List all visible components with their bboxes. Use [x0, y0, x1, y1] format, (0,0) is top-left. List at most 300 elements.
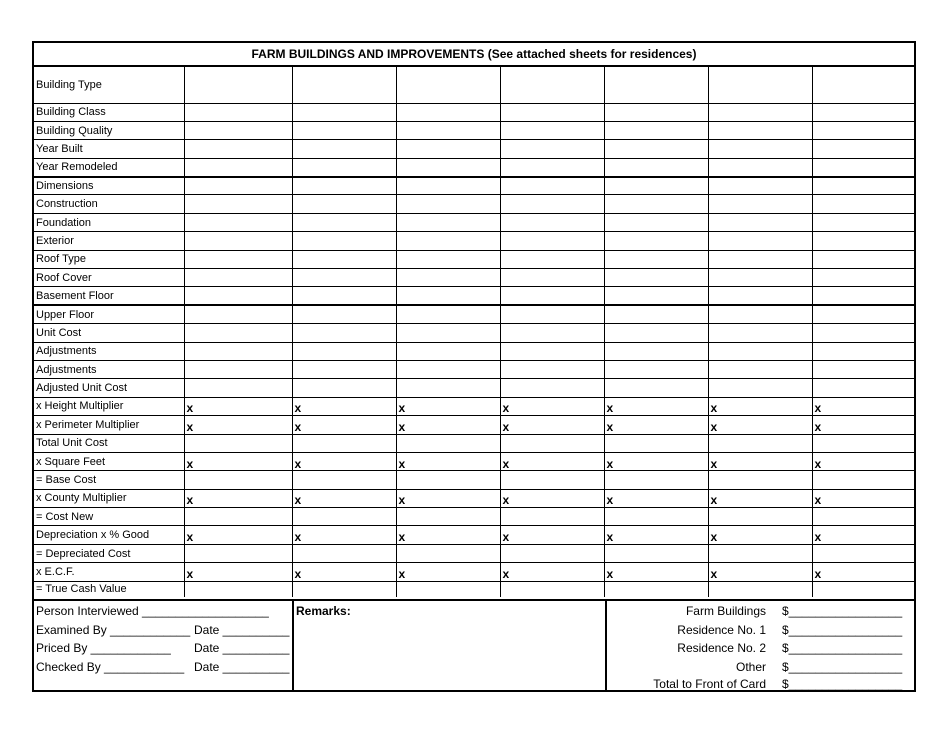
- building-value-cell[interactable]: [396, 581, 500, 597]
- building-value-cell[interactable]: [396, 103, 500, 121]
- row-label: x E.C.F.: [34, 563, 184, 581]
- priced-by-field[interactable]: Priced By ____________: [36, 641, 171, 655]
- form-row: [34, 67, 914, 103]
- building-value-cell[interactable]: [812, 342, 914, 360]
- multiplier-mark: x: [398, 566, 406, 581]
- row-label: Depreciation x % Good: [34, 526, 184, 544]
- form-row: [34, 324, 914, 342]
- building-value-cell[interactable]: [500, 305, 604, 323]
- building-value-cell[interactable]: [500, 544, 604, 562]
- building-value-cell[interactable]: [396, 397, 500, 415]
- row-label: = True Cash Value: [34, 581, 184, 597]
- building-value-cell[interactable]: [292, 250, 396, 268]
- building-value-cell[interactable]: [396, 140, 500, 158]
- row-label: Year Remodeled: [34, 158, 184, 176]
- building-value-cell[interactable]: [292, 140, 396, 158]
- building-value-cell[interactable]: [184, 250, 292, 268]
- building-value-cell[interactable]: [292, 397, 396, 415]
- building-value-cell[interactable]: [292, 195, 396, 213]
- building-value-cell[interactable]: [500, 269, 604, 287]
- building-value-cell[interactable]: [604, 103, 708, 121]
- building-value-cell[interactable]: [604, 471, 708, 489]
- building-value-cell[interactable]: [708, 140, 812, 158]
- multiplier-mark: x: [710, 530, 718, 545]
- building-value-cell[interactable]: [184, 508, 292, 526]
- building-value-cell[interactable]: [396, 452, 500, 470]
- multiplier-mark: x: [294, 419, 302, 434]
- building-value-cell[interactable]: [184, 526, 292, 544]
- form-footer: [34, 599, 914, 692]
- building-value-cell[interactable]: [184, 67, 292, 103]
- building-value-cell[interactable]: [500, 121, 604, 139]
- building-value-cell[interactable]: [812, 397, 914, 415]
- building-value-cell[interactable]: [812, 232, 914, 250]
- building-value-cell[interactable]: [292, 121, 396, 139]
- building-value-cell[interactable]: [500, 563, 604, 581]
- examined-date-field[interactable]: Date __________: [194, 623, 290, 637]
- form-row: [34, 434, 914, 452]
- building-value-cell[interactable]: [812, 360, 914, 378]
- building-value-cell[interactable]: [396, 544, 500, 562]
- building-value-cell[interactable]: [396, 563, 500, 581]
- multiplier-mark: x: [710, 456, 718, 471]
- building-value-cell[interactable]: [292, 158, 396, 176]
- form-row: [34, 287, 914, 305]
- total-value-field[interactable]: $_________________: [782, 604, 903, 618]
- building-value-cell[interactable]: [184, 452, 292, 470]
- building-value-cell[interactable]: [604, 324, 708, 342]
- row-label: Building Type: [36, 78, 102, 91]
- building-value-cell[interactable]: [812, 250, 914, 268]
- form-row: [34, 416, 914, 434]
- building-value-cell[interactable]: [604, 452, 708, 470]
- farm-buildings-form: [32, 41, 916, 692]
- form-row: [34, 269, 914, 287]
- building-value-cell[interactable]: [184, 581, 292, 597]
- building-value-cell[interactable]: [708, 177, 812, 195]
- total-label: Total to Front of Card: [653, 677, 766, 691]
- building-value-cell[interactable]: [708, 563, 812, 581]
- building-value-cell[interactable]: [184, 177, 292, 195]
- multiplier-mark: x: [502, 530, 510, 545]
- form-row: [34, 397, 914, 415]
- building-value-cell[interactable]: [812, 103, 914, 121]
- building-value-cell[interactable]: [500, 103, 604, 121]
- form-row: [34, 581, 914, 597]
- building-value-cell[interactable]: [396, 526, 500, 544]
- form-row: [34, 103, 914, 121]
- form-row: [34, 158, 914, 176]
- multiplier-mark: x: [710, 566, 718, 581]
- multiplier-mark: x: [502, 493, 510, 508]
- building-value-cell[interactable]: [500, 250, 604, 268]
- multiplier-mark: x: [502, 566, 510, 581]
- building-value-cell[interactable]: [184, 103, 292, 121]
- building-value-cell[interactable]: [708, 416, 812, 434]
- form-row: [34, 250, 914, 268]
- building-value-cell[interactable]: [184, 140, 292, 158]
- building-value-cell[interactable]: [812, 452, 914, 470]
- building-value-cell[interactable]: [708, 489, 812, 507]
- building-value-cell[interactable]: [500, 489, 604, 507]
- total-value-field[interactable]: $_________________: [782, 623, 903, 637]
- multiplier-mark: x: [814, 456, 822, 471]
- building-value-cell[interactable]: [184, 232, 292, 250]
- building-value-cell[interactable]: [604, 195, 708, 213]
- totals-section: [607, 601, 914, 692]
- building-value-cell[interactable]: [708, 67, 812, 103]
- building-value-cell[interactable]: [708, 232, 812, 250]
- building-value-cell[interactable]: [812, 526, 914, 544]
- building-value-cell[interactable]: [500, 140, 604, 158]
- row-label: x Square Feet: [34, 452, 184, 470]
- building-value-cell[interactable]: [184, 471, 292, 489]
- building-value-cell[interactable]: [184, 121, 292, 139]
- row-label: Roof Cover: [34, 269, 184, 287]
- building-value-cell[interactable]: [396, 158, 500, 176]
- building-value-cell[interactable]: [184, 563, 292, 581]
- examined-by-field[interactable]: Examined By ____________: [36, 623, 191, 637]
- remarks-label: Remarks:: [296, 604, 351, 618]
- form-row: [34, 177, 914, 195]
- building-value-cell[interactable]: [604, 269, 708, 287]
- building-value-cell[interactable]: [604, 397, 708, 415]
- building-value-cell[interactable]: [292, 177, 396, 195]
- building-value-cell[interactable]: [604, 121, 708, 139]
- building-value-cell[interactable]: [184, 379, 292, 397]
- building-value-cell[interactable]: [604, 526, 708, 544]
- building-value-cell[interactable]: [708, 158, 812, 176]
- building-value-cell[interactable]: [184, 287, 292, 305]
- form-row: [34, 508, 914, 526]
- building-value-cell[interactable]: [604, 544, 708, 562]
- building-value-cell[interactable]: [396, 232, 500, 250]
- total-label: Residence No. 1: [677, 623, 766, 637]
- building-value-cell[interactable]: [292, 269, 396, 287]
- building-value-cell[interactable]: [812, 305, 914, 323]
- building-value-cell[interactable]: [604, 213, 708, 231]
- building-value-cell[interactable]: [292, 508, 396, 526]
- multiplier-mark: x: [502, 401, 510, 416]
- building-value-cell[interactable]: [812, 213, 914, 231]
- building-value-cell[interactable]: [604, 342, 708, 360]
- building-value-cell[interactable]: [604, 250, 708, 268]
- building-value-cell[interactable]: [184, 416, 292, 434]
- row-label: = Depreciated Cost: [34, 544, 184, 562]
- building-value-cell[interactable]: [604, 489, 708, 507]
- multiplier-mark: x: [186, 401, 194, 416]
- building-value-cell[interactable]: [708, 250, 812, 268]
- building-value-cell[interactable]: [604, 67, 708, 103]
- building-value-cell[interactable]: [812, 195, 914, 213]
- building-value-cell[interactable]: [812, 581, 914, 597]
- building-value-cell[interactable]: [292, 342, 396, 360]
- row-label: Roof Type: [34, 250, 184, 268]
- building-value-cell[interactable]: [708, 471, 812, 489]
- building-value-cell[interactable]: [500, 416, 604, 434]
- multiplier-mark: x: [606, 566, 614, 581]
- building-value-cell[interactable]: [604, 232, 708, 250]
- building-value-cell[interactable]: [396, 416, 500, 434]
- multiplier-mark: x: [814, 530, 822, 545]
- building-value-cell[interactable]: [184, 195, 292, 213]
- building-value-cell[interactable]: [292, 581, 396, 597]
- priced-date-field[interactable]: Date __________: [194, 641, 290, 655]
- building-value-cell[interactable]: [396, 121, 500, 139]
- row-label: Dimensions: [34, 177, 184, 195]
- building-value-cell[interactable]: [604, 508, 708, 526]
- form-row: [34, 452, 914, 470]
- row-label: Building Quality: [34, 121, 184, 139]
- building-value-cell[interactable]: [292, 434, 396, 452]
- building-value-cell[interactable]: [396, 177, 500, 195]
- building-value-cell[interactable]: [604, 563, 708, 581]
- multiplier-mark: x: [606, 401, 614, 416]
- row-label: Unit Cost: [34, 324, 184, 342]
- building-value-cell[interactable]: [500, 213, 604, 231]
- building-value-cell[interactable]: [292, 67, 396, 103]
- building-value-cell[interactable]: [396, 379, 500, 397]
- building-value-cell[interactable]: [708, 342, 812, 360]
- building-value-cell[interactable]: [812, 379, 914, 397]
- building-value-cell[interactable]: [396, 195, 500, 213]
- form-title: FARM BUILDINGS AND IMPROVEMENTS (See attached sheets for residences): [34, 43, 914, 67]
- form-row: [34, 526, 914, 544]
- building-value-cell[interactable]: [708, 324, 812, 342]
- building-value-cell[interactable]: [292, 452, 396, 470]
- row-label: Foundation: [34, 213, 184, 231]
- building-value-cell[interactable]: [708, 434, 812, 452]
- row-label: Adjusted Unit Cost: [34, 379, 184, 397]
- building-value-cell[interactable]: [812, 158, 914, 176]
- form-row: [34, 305, 914, 323]
- multiplier-mark: x: [294, 401, 302, 416]
- building-value-cell[interactable]: [604, 305, 708, 323]
- building-value-cell[interactable]: [708, 103, 812, 121]
- building-value-cell[interactable]: [708, 305, 812, 323]
- multiplier-mark: x: [710, 419, 718, 434]
- building-value-cell[interactable]: [292, 471, 396, 489]
- building-value-cell[interactable]: [708, 397, 812, 415]
- building-value-cell[interactable]: [292, 232, 396, 250]
- building-value-cell[interactable]: [812, 434, 914, 452]
- building-value-cell[interactable]: [812, 121, 914, 139]
- building-value-cell[interactable]: [396, 67, 500, 103]
- building-value-cell[interactable]: [500, 158, 604, 176]
- signoff-section: [34, 601, 294, 692]
- multiplier-mark: x: [814, 419, 822, 434]
- building-value-cell[interactable]: [604, 360, 708, 378]
- building-value-cell[interactable]: [812, 563, 914, 581]
- building-value-cell[interactable]: [396, 342, 500, 360]
- building-value-cell[interactable]: [708, 360, 812, 378]
- building-value-cell[interactable]: [292, 324, 396, 342]
- building-value-cell[interactable]: [500, 508, 604, 526]
- building-value-cell[interactable]: [396, 471, 500, 489]
- multiplier-mark: x: [814, 493, 822, 508]
- building-value-cell[interactable]: [184, 213, 292, 231]
- building-value-cell[interactable]: [184, 489, 292, 507]
- total-value-field[interactable]: $_________________: [782, 660, 903, 674]
- building-value-cell[interactable]: [708, 269, 812, 287]
- total-value-field[interactable]: $_________________: [782, 641, 903, 655]
- building-value-cell[interactable]: [500, 67, 604, 103]
- building-value-cell[interactable]: [500, 452, 604, 470]
- building-value-cell[interactable]: [500, 324, 604, 342]
- row-label: x Perimeter Multiplier: [34, 416, 184, 434]
- building-value-cell[interactable]: [604, 581, 708, 597]
- remarks-section[interactable]: [294, 601, 607, 692]
- building-value-cell[interactable]: [500, 434, 604, 452]
- multiplier-mark: x: [186, 456, 194, 471]
- building-value-cell[interactable]: [708, 213, 812, 231]
- building-value-cell[interactable]: [708, 287, 812, 305]
- row-label: Adjustments: [34, 360, 184, 378]
- building-value-cell[interactable]: [396, 305, 500, 323]
- building-value-cell[interactable]: [708, 508, 812, 526]
- building-value-cell[interactable]: [292, 563, 396, 581]
- building-value-cell[interactable]: [708, 379, 812, 397]
- building-value-cell[interactable]: [500, 195, 604, 213]
- building-value-cell[interactable]: [500, 581, 604, 597]
- building-value-cell[interactable]: [708, 452, 812, 470]
- multiplier-mark: x: [502, 456, 510, 471]
- building-value-cell[interactable]: [396, 287, 500, 305]
- building-value-cell[interactable]: [500, 379, 604, 397]
- total-label: Farm Buildings: [685, 604, 766, 618]
- building-value-cell[interactable]: [292, 544, 396, 562]
- building-value-cell[interactable]: [500, 526, 604, 544]
- building-value-cell[interactable]: [184, 158, 292, 176]
- total-value-field[interactable]: $_________________: [782, 677, 903, 691]
- multiplier-mark: x: [186, 419, 194, 434]
- building-value-cell[interactable]: [812, 489, 914, 507]
- building-value-cell[interactable]: [708, 581, 812, 597]
- building-value-cell[interactable]: [604, 287, 708, 305]
- building-value-cell[interactable]: [292, 213, 396, 231]
- form-row: [34, 342, 914, 360]
- building-value-cell[interactable]: [396, 508, 500, 526]
- row-label: Construction: [34, 195, 184, 213]
- row-label: Building Class: [34, 103, 184, 121]
- total-label: Residence No. 2: [677, 641, 766, 655]
- checked-by-field[interactable]: Checked By ____________: [36, 660, 185, 674]
- building-value-cell[interactable]: [604, 416, 708, 434]
- multiplier-mark: x: [294, 530, 302, 545]
- multiplier-mark: x: [814, 566, 822, 581]
- building-value-cell[interactable]: [292, 287, 396, 305]
- building-value-cell[interactable]: [396, 360, 500, 378]
- row-label: = Cost New: [34, 508, 184, 526]
- building-value-cell[interactable]: [604, 177, 708, 195]
- building-value-cell[interactable]: [812, 508, 914, 526]
- building-value-cell[interactable]: [396, 489, 500, 507]
- building-value-cell[interactable]: [500, 232, 604, 250]
- building-value-cell[interactable]: [500, 177, 604, 195]
- building-value-cell[interactable]: [812, 471, 914, 489]
- building-value-cell[interactable]: [708, 195, 812, 213]
- building-value-cell[interactable]: [184, 269, 292, 287]
- checked-date-field[interactable]: Date __________: [194, 660, 290, 674]
- form-row: [34, 544, 914, 562]
- building-value-cell[interactable]: [500, 397, 604, 415]
- building-value-cell[interactable]: [396, 213, 500, 231]
- form-row: [34, 213, 914, 231]
- building-value-cell[interactable]: [396, 269, 500, 287]
- row-label: x Height Multiplier: [34, 397, 184, 415]
- building-value-cell[interactable]: [812, 177, 914, 195]
- row-label: Adjustments: [34, 342, 184, 360]
- building-value-cell[interactable]: [500, 287, 604, 305]
- building-value-cell[interactable]: [708, 526, 812, 544]
- building-value-cell[interactable]: [812, 67, 914, 103]
- building-value-cell[interactable]: [812, 544, 914, 562]
- form-row: [34, 360, 914, 378]
- building-value-cell[interactable]: [292, 103, 396, 121]
- building-value-cell[interactable]: [292, 360, 396, 378]
- building-value-cell[interactable]: [292, 416, 396, 434]
- building-value-cell[interactable]: [604, 379, 708, 397]
- multiplier-mark: x: [606, 493, 614, 508]
- person-interviewed-field[interactable]: Person Interviewed ___________________: [36, 604, 269, 618]
- building-value-cell[interactable]: [292, 489, 396, 507]
- building-value-cell[interactable]: [292, 379, 396, 397]
- building-value-cell[interactable]: [812, 140, 914, 158]
- building-value-cell[interactable]: [184, 342, 292, 360]
- building-value-cell[interactable]: [396, 324, 500, 342]
- building-value-cell[interactable]: [184, 434, 292, 452]
- building-value-cell[interactable]: [292, 305, 396, 323]
- building-value-cell[interactable]: [812, 416, 914, 434]
- multiplier-mark: x: [606, 456, 614, 471]
- row-label: Upper Floor: [34, 305, 184, 323]
- building-value-cell[interactable]: [396, 250, 500, 268]
- total-label: Other: [735, 660, 766, 674]
- multiplier-mark: x: [398, 401, 406, 416]
- building-value-cell[interactable]: [500, 342, 604, 360]
- building-value-cell[interactable]: [292, 526, 396, 544]
- building-value-cell[interactable]: [708, 544, 812, 562]
- building-value-cell[interactable]: [604, 434, 708, 452]
- row-label: Exterior: [34, 232, 184, 250]
- form-row: [34, 489, 914, 507]
- building-grid: [34, 67, 914, 597]
- building-value-cell[interactable]: [812, 287, 914, 305]
- building-value-cell[interactable]: [184, 544, 292, 562]
- building-value-cell[interactable]: [184, 305, 292, 323]
- row-label: = Base Cost: [34, 471, 184, 489]
- form-row: [34, 379, 914, 397]
- building-value-cell[interactable]: [184, 324, 292, 342]
- building-value-cell[interactable]: [812, 324, 914, 342]
- building-value-cell[interactable]: [396, 434, 500, 452]
- multiplier-mark: x: [186, 530, 194, 545]
- multiplier-mark: x: [186, 566, 194, 581]
- building-value-cell[interactable]: [812, 269, 914, 287]
- form-row: [34, 471, 914, 489]
- multiplier-mark: x: [398, 456, 406, 471]
- building-value-cell[interactable]: [604, 158, 708, 176]
- building-value-cell[interactable]: [604, 140, 708, 158]
- building-value-cell[interactable]: [500, 360, 604, 378]
- building-value-cell[interactable]: [708, 121, 812, 139]
- building-value-cell[interactable]: [184, 360, 292, 378]
- building-value-cell[interactable]: [500, 471, 604, 489]
- multiplier-mark: x: [186, 493, 194, 508]
- multiplier-mark: x: [606, 419, 614, 434]
- multiplier-mark: x: [398, 493, 406, 508]
- building-value-cell[interactable]: [184, 397, 292, 415]
